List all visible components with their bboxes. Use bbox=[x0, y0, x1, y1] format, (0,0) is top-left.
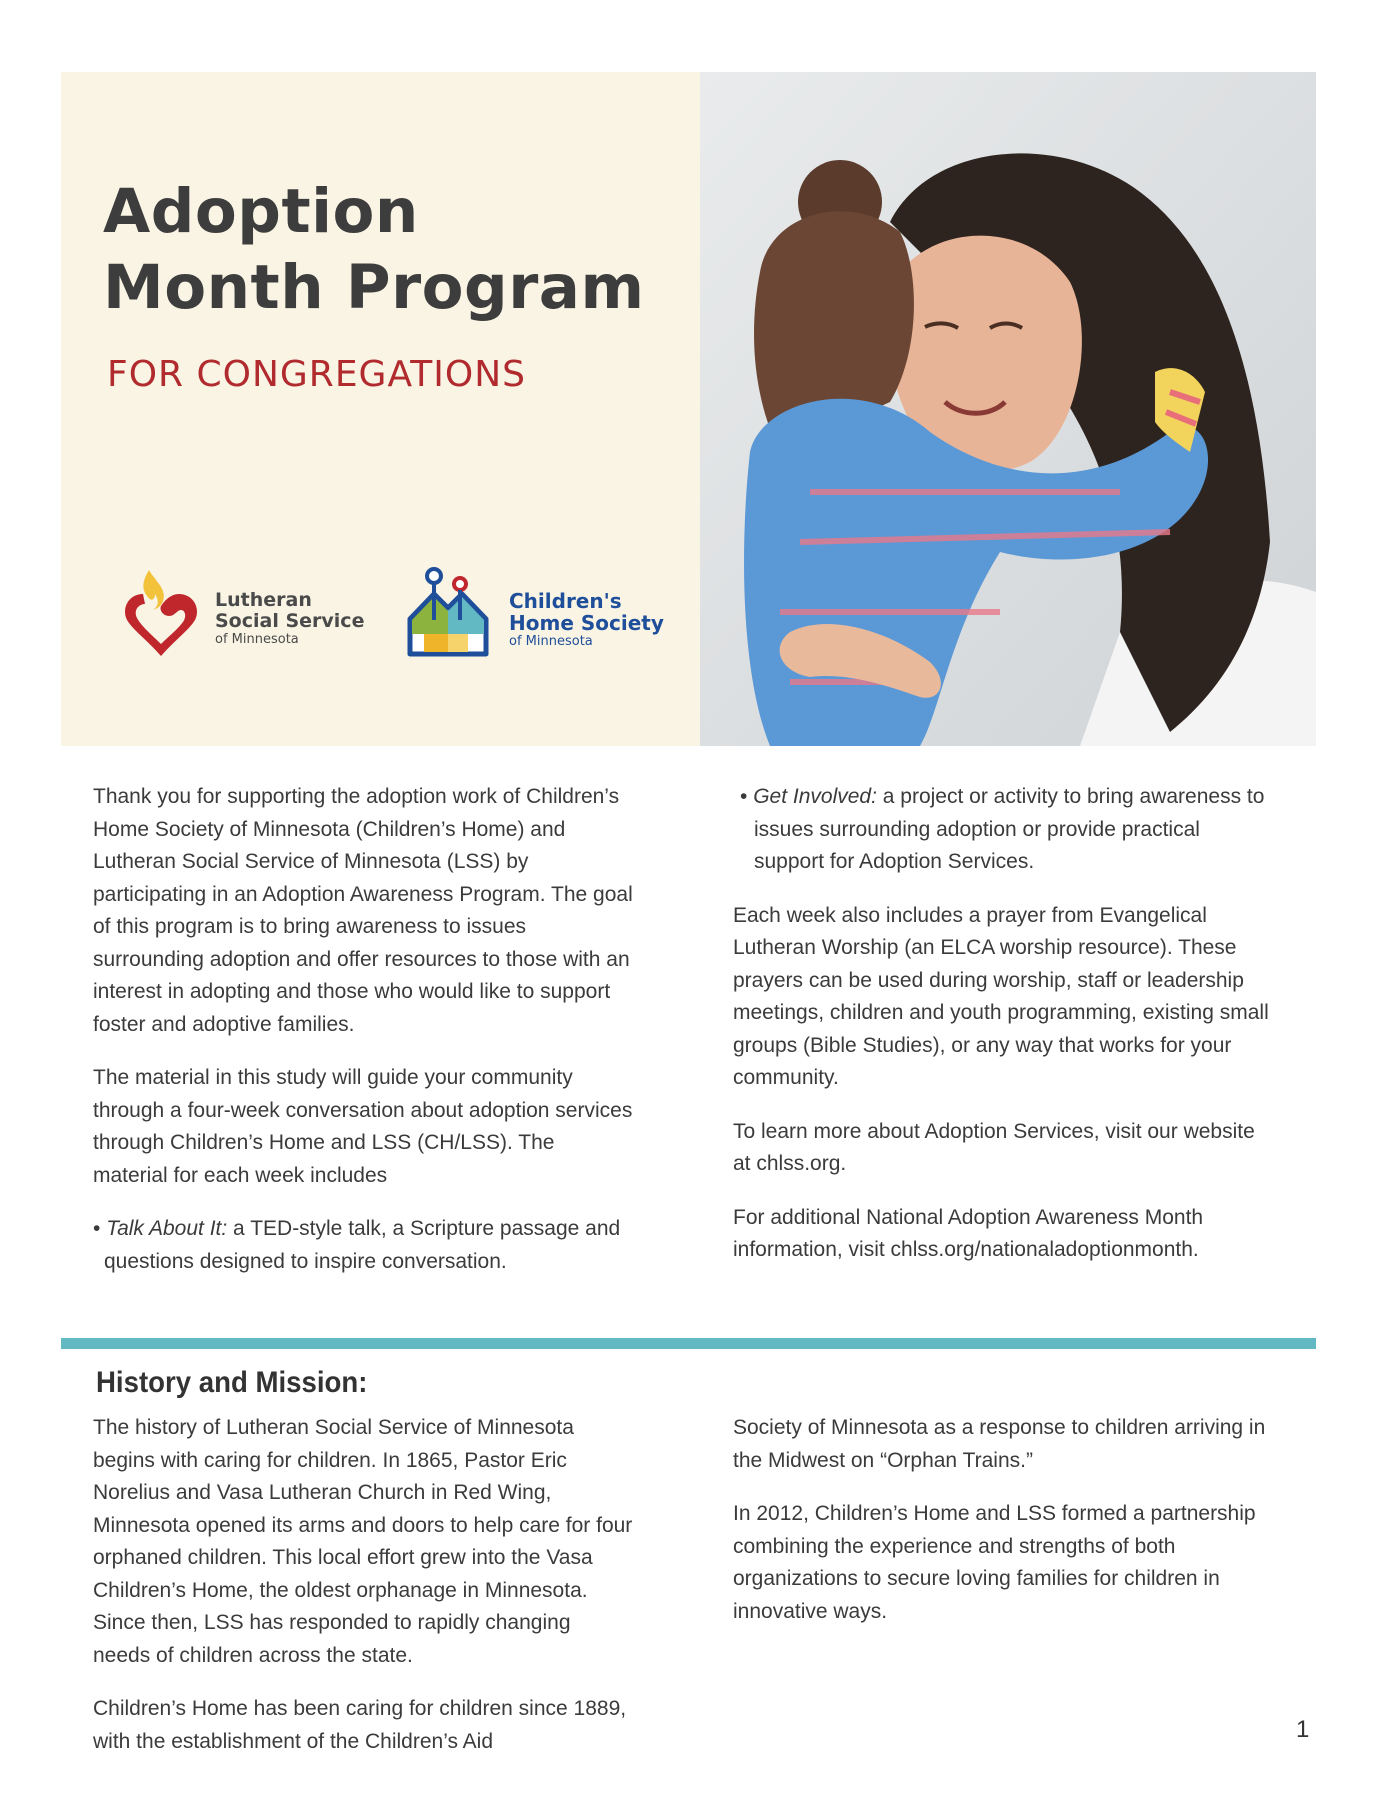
bullet-text: a TED-style talk, a Scripture passage and questions designed to inspire conversation. bbox=[104, 1217, 621, 1273]
house-family-icon bbox=[398, 564, 498, 664]
history-paragraph-2: Children’s Home has been caring for children since 1889, with the establishment of the Children’s Aid bbox=[93, 1697, 627, 1753]
intro-paragraph-3: Each week also includes a prayer from Evangelical Lutheran Worship (an ELCA worship resource). These prayers can be used during worship, staff or leadership meetings, children and youth programming, existing small groups (Bible Studies), or any way that works for your community. bbox=[733, 903, 1269, 1089]
intro-paragraph-4: To learn more about Adoption Services, visit our website at chlss.org. bbox=[733, 1119, 1255, 1175]
bullet-text: a project or activity to bring awareness to issues surrounding adoption or provide practical support for Adoption Services. bbox=[754, 785, 1265, 873]
page-subtitle: FOR CONGREGATIONS bbox=[107, 354, 527, 395]
intro-column-right bbox=[733, 781, 1273, 1288]
lss-logo-region: of Minnesota bbox=[215, 632, 299, 647]
intro-bullet-talk-about-it: • Talk About It: a TED-style talk, a Scripture passage and questions designed to inspire conversation. bbox=[93, 1217, 621, 1273]
history-column-right bbox=[733, 1412, 1273, 1649]
history-paragraph-1: The history of Lutheran Social Service of Minnesota begins with caring for children. In 1865, Pastor Eric Norelius and Vasa Lutheran Church in Red Wing, Minnesota opened its arms and doors to help care for four orphaned children. This local effort grew into the Vasa Children’s Home, the oldest orphanage in Minnesota. Since then, LSS has responded to rapidly changing needs of children across the state. bbox=[93, 1416, 633, 1667]
title-line-2: Month Program bbox=[103, 252, 645, 323]
page-number: 1 bbox=[1296, 1716, 1310, 1743]
history-heading: History and Mission: bbox=[96, 1366, 368, 1399]
hero-banner bbox=[61, 72, 1316, 746]
intro-column-left bbox=[93, 781, 633, 1299]
chs-logo-name-line2: Home Society bbox=[509, 611, 664, 635]
mother-child-hug-photo bbox=[700, 72, 1316, 746]
bullet-label: Get Involved: bbox=[753, 785, 877, 808]
intro-paragraph-2: The material in this study will guide your community through a four-week conversation about adoption services through Children’s Home and LSS (CH/LSS). The material for each week includes bbox=[93, 1066, 633, 1187]
history-paragraph-4: In 2012, Children’s Home and LSS formed a partnership combining the experience and strengths of both organizations to secure loving families for children in innovative ways. bbox=[733, 1502, 1256, 1623]
page-title bbox=[103, 174, 645, 326]
chs-logo bbox=[398, 564, 678, 664]
lss-logo bbox=[119, 564, 369, 664]
section-divider bbox=[61, 1338, 1316, 1349]
lss-logo-name-line1: Lutheran bbox=[215, 589, 312, 611]
chs-logo-name-line1: Children's bbox=[509, 589, 622, 613]
hero-text-panel bbox=[61, 72, 700, 746]
bullet-label: Talk About It: bbox=[106, 1217, 228, 1240]
lss-logo-name-line2: Social Service bbox=[215, 610, 365, 632]
history-column-left bbox=[93, 1412, 633, 1779]
intro-paragraph-1: Thank you for supporting the adoption work of Children’s Home Society of Minnesota (Children’s Home) and Lutheran Social Service of Minnesota (LSS) by participating in an Adoption Awareness Program. The goal of this program is to bring awareness to issues surrounding adoption and offer resources to those with an interest in adopting and those who would like to support foster and adoptive families. bbox=[93, 785, 633, 1036]
heart-flame-icon bbox=[119, 564, 209, 664]
title-line-1: Adoption bbox=[103, 176, 419, 247]
history-paragraph-3: Society of Minnesota as a response to children arriving in the Midwest on “Orphan Trains.” bbox=[733, 1416, 1266, 1472]
intro-paragraph-5: For additional National Adoption Awareness Month information, visit chlss.org/nationaladoptionmonth. bbox=[733, 1205, 1204, 1261]
intro-bullet-get-involved: • Get Involved: a project or activity to bring awareness to issues surrounding adoption or provide practical support for Adoption Services. bbox=[740, 785, 1265, 873]
chs-logo-region: of Minnesota bbox=[509, 634, 593, 649]
